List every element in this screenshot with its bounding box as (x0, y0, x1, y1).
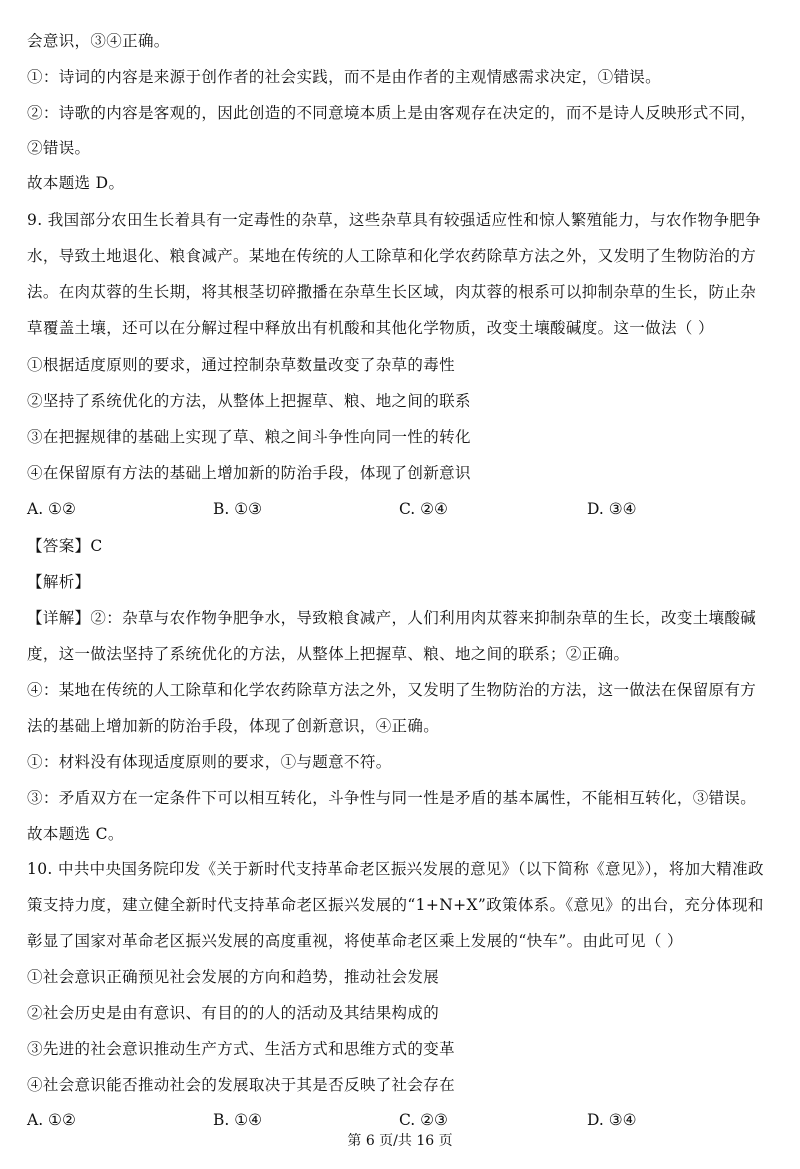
text-line: ①：诗词的内容是来源于创作者的社会实践，而不是由作者的主观情感需求决定，①错误。 (27, 68, 662, 86)
option-d: D. ③④ (587, 500, 637, 518)
question-stem-line: 彰显了国家对革命老区振兴发展的高度重视，将使革命老区乘上发展的“快车”。由此可见（ ） (27, 932, 683, 950)
option-a: A. ①② (27, 1111, 76, 1129)
explanation-line: ④：某地在传统的人工除草和化学农药除草方法之外，又发明了生物防治的方法，这一做法在保留原有方 (27, 681, 757, 699)
question-stem-line: 10. 中共中央国务院印发《关于新时代支持革命老区振兴发展的意见》（以下简称《意见》），将加大精准政 (27, 860, 764, 878)
answer-line: 【答案】C (27, 537, 103, 555)
text-line: ②错误。 (27, 139, 91, 157)
question-stem-line: 水，导致土地退化、粮食减产。某地在传统的人工除草和化学农药除草方法之外，又发明了生物防治的方 (27, 247, 757, 265)
page-number-footer: 第 6 页/共 16 页 (347, 1133, 453, 1149)
statement: ②社会历史是由有意识、有目的的人的活动及其结果构成的 (27, 1004, 440, 1022)
text-line: ②：诗歌的内容是客观的，因此创造的不同意境本质上是由客观存在决定的，而不是诗人反映形式不同， (27, 104, 757, 122)
question-stem-line: 草覆盖土壤，还可以在分解过程中释放出有机酸和其他化学物质，改变土壤酸碱度。这一做法（ ） (27, 319, 714, 337)
option-c: C. ②④ (399, 500, 448, 518)
analysis-label: 【解析】 (27, 573, 91, 591)
option-b: B. ①④ (213, 1111, 263, 1129)
explanation-line: 法的基础上增加新的防治手段，体现了创新意识，④正确。 (27, 717, 440, 735)
explanation-line: 度，这一做法坚持了系统优化的方法，从整体上把握草、粮、地之间的联系；②正确。 (27, 645, 630, 663)
explanation-line: ①：材料没有体现适度原则的要求，①与题意不符。 (27, 753, 392, 771)
option-b: B. ①③ (213, 500, 263, 518)
option-d: D. ③④ (587, 1111, 637, 1129)
statement: ①社会意识正确预见社会发展的方向和趋势，推动社会发展 (27, 968, 440, 986)
statement: ④在保留原有方法的基础上增加新的防治手段，体现了创新意识 (27, 464, 471, 482)
statement: ①根据适度原则的要求，通过控制杂草数量改变了杂草的毒性 (27, 356, 455, 374)
option-a: A. ①② (27, 500, 76, 518)
question-stem-line: 策支持力度，建立健全新时代支持革命老区振兴发展的“1+N+X”政策体系。《意见》的出台，充分体现和 (27, 896, 764, 914)
statement: ②坚持了系统优化的方法，从整体上把握草、粮、地之间的联系 (27, 392, 471, 410)
statement: ③在把握规律的基础上实现了草、粮之间斗争性向同一性的转化 (27, 428, 471, 446)
statement: ③先进的社会意识推动生产方式、生活方式和思维方式的变革 (27, 1040, 455, 1058)
question-stem-line: 9. 我国部分农田生长着具有一定毒性的杂草，这些杂草具有较强适应性和惊人繁殖能力，与农作物争肥争 (27, 211, 762, 229)
explanation-line: 故本题选 C。 (27, 825, 124, 843)
option-c: C. ②③ (399, 1111, 448, 1129)
question-stem-line: 法。在肉苁蓉的生长期，将其根茎切碎撒播在杂草生长区域，肉苁蓉的根系可以抑制杂草的生长，防止杂 (27, 283, 757, 301)
explanation-line: ③：矛盾双方在一定条件下可以相互转化，斗争性与同一性是矛盾的基本属性，不能相互转化，③错误。 (27, 789, 757, 807)
statement: ④社会意识能否推动社会的发展取决于其是否反映了社会存在 (27, 1076, 455, 1094)
text-line: 会意识，③④正确。 (27, 32, 170, 50)
explanation-line: 【详解】②：杂草与农作物争肥争水，导致粮食减产，人们利用肉苁蓉来抑制杂草的生长，改变土壤酸碱 (27, 609, 757, 627)
text-line: 故本题选 D。 (27, 174, 125, 192)
